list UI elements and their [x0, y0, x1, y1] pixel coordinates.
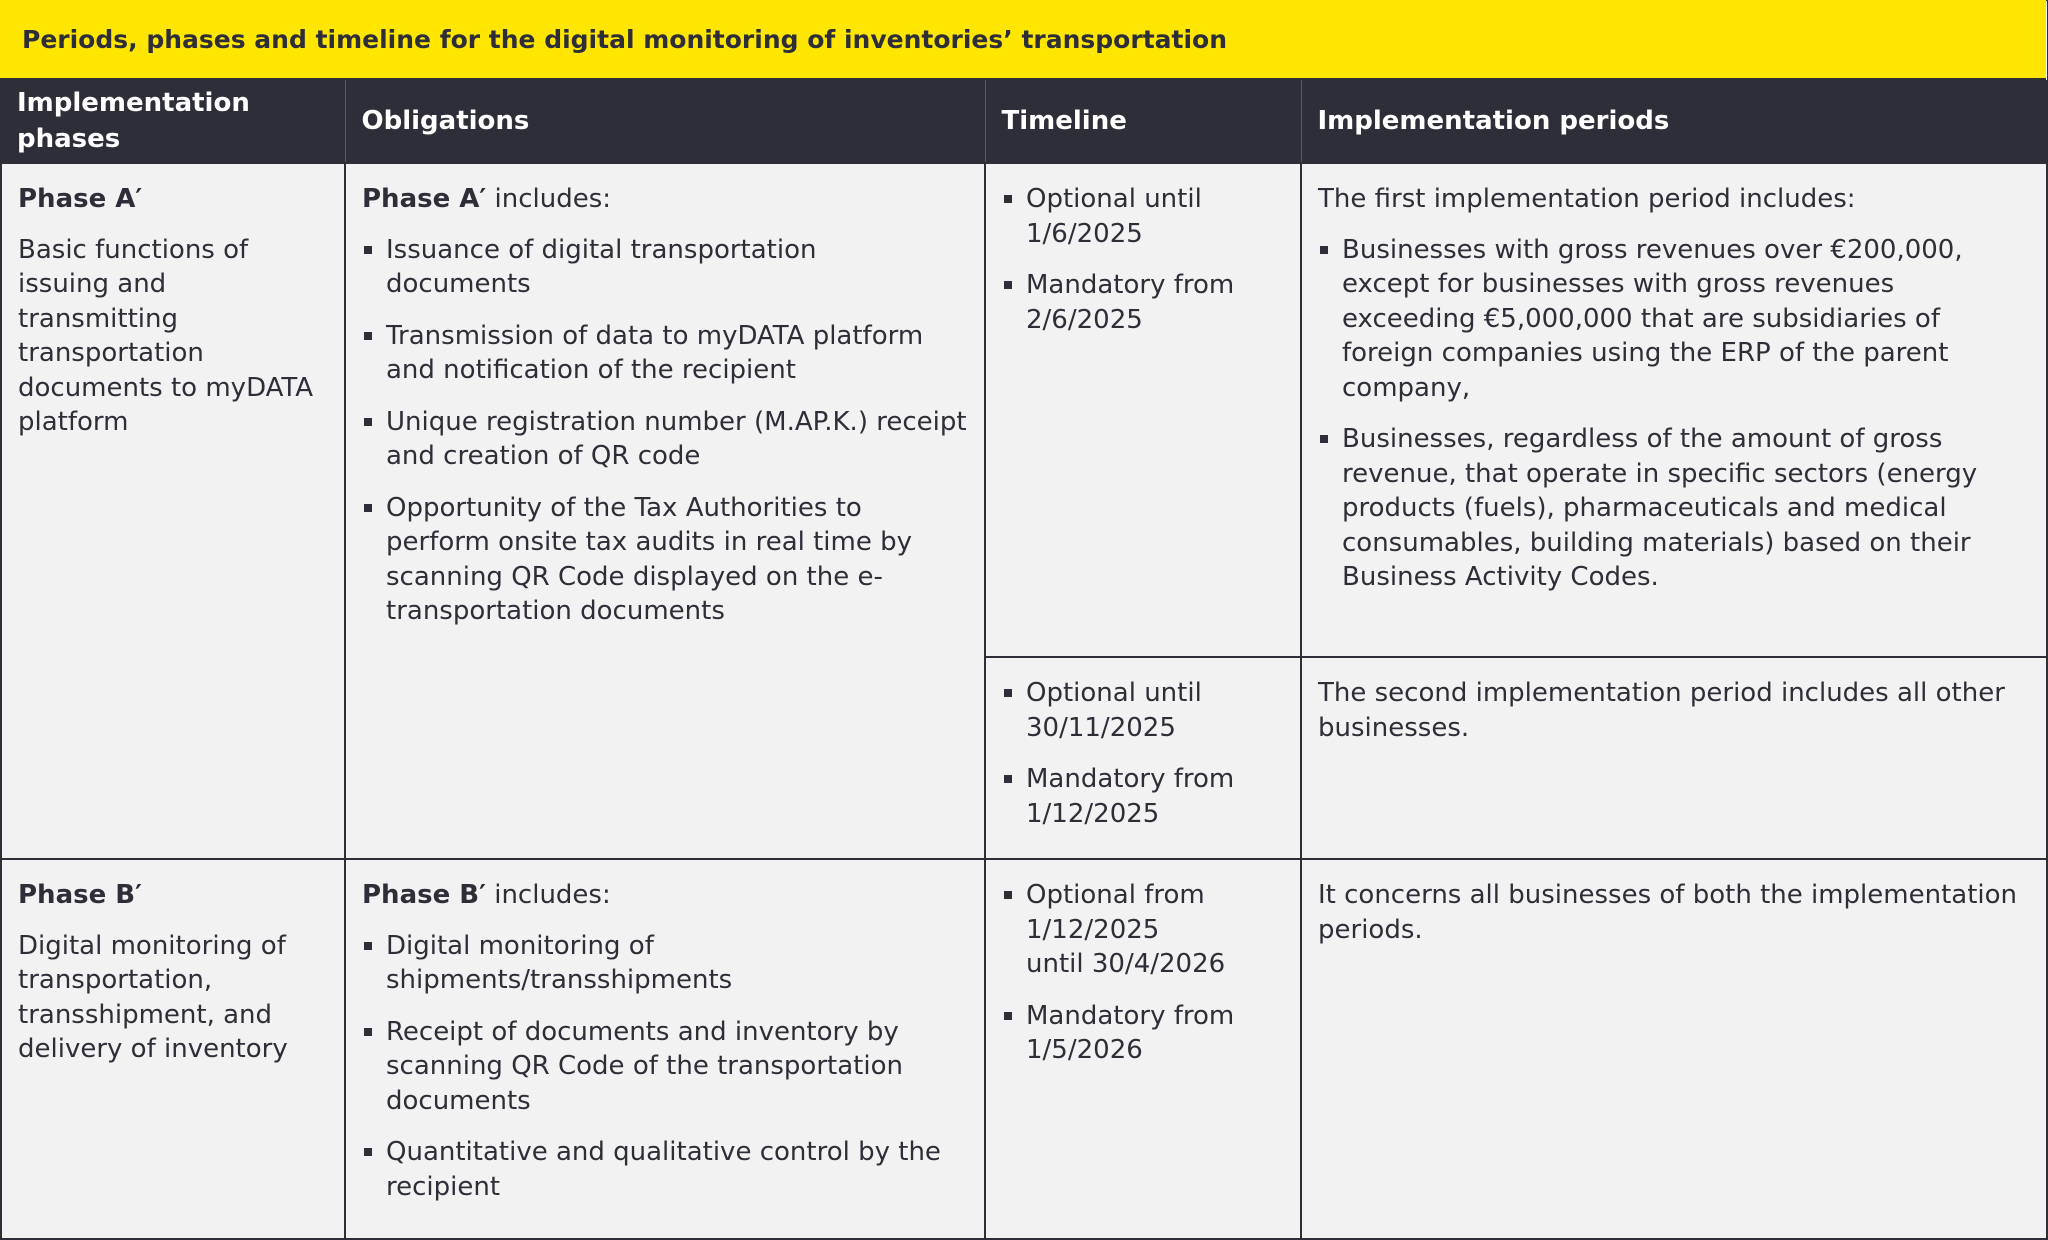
- period2-timeline-list: [1002, 676, 1284, 831]
- square-bullet-icon: [1004, 775, 1012, 783]
- list-item: [1318, 233, 2030, 406]
- table-row: [1, 163, 2047, 657]
- phase-b-timeline-list: [1002, 878, 1284, 1068]
- phase-a-description: Basic functions of issuing and transmitting transportation documents to myDATA platform: [18, 234, 314, 437]
- period1-intro: The first implementation period includes:: [1318, 184, 1856, 214]
- phase-b-description: Digital monitoring of transportation, transshipment, and delivery of inventory: [18, 930, 288, 1064]
- period1-cell: [1301, 163, 2047, 657]
- phase-b-periods-cell: [1301, 859, 2047, 1239]
- list-item-text: Quantitative and qualitative control by the recipient: [386, 1137, 941, 1202]
- square-bullet-icon: [364, 504, 372, 512]
- square-bullet-icon: [1004, 891, 1012, 899]
- square-bullet-icon: [364, 246, 372, 254]
- period2-timeline-cell: [985, 657, 1301, 859]
- phase-b-obligations-lead: Phase B′: [362, 880, 486, 910]
- list-item: [1002, 182, 1284, 251]
- phase-a-obligations-list: [362, 233, 968, 629]
- header-timeline-label: Timeline: [1001, 106, 1127, 136]
- timeline-label: Mandatory from: [1026, 270, 1235, 300]
- list-item: [362, 233, 968, 302]
- square-bullet-icon: [1320, 246, 1328, 254]
- period2-text: The second implementation period includes all other businesses.: [1318, 678, 2005, 743]
- header-timeline: [985, 80, 1301, 163]
- list-item-text: Unique registration number (M.AP.K.) receipt and creation of QR code: [386, 406, 967, 471]
- phase-b-obligations-cell: [345, 859, 985, 1239]
- header-phases: [1, 80, 345, 163]
- list-item: [362, 491, 968, 629]
- phase-b-cell: [1, 859, 345, 1239]
- header-obligations-label: Obligations: [361, 106, 530, 136]
- square-bullet-icon: [364, 332, 372, 340]
- square-bullet-icon: [364, 1028, 372, 1036]
- list-item: [362, 405, 968, 474]
- header-periods: [1301, 80, 2047, 163]
- header-phases-label: Implementation phases: [17, 88, 250, 154]
- phase-b-name: Phase B′: [18, 880, 142, 910]
- timeline-label: Optional until: [1026, 184, 1202, 214]
- phase-b-obligations-list: [362, 929, 968, 1205]
- table-row: [1, 859, 2047, 1239]
- timeline-date: 2/6/2025: [1026, 304, 1143, 335]
- list-item: [1002, 999, 1284, 1068]
- list-item-text: Receipt of documents and inventory by scanning QR Code of the transportation documents: [386, 1016, 903, 1116]
- square-bullet-icon: [364, 418, 372, 426]
- period1-timeline-list: [1002, 182, 1284, 337]
- square-bullet-icon: [1004, 1012, 1012, 1020]
- timeline-date: 1/5/2026: [1026, 1035, 1143, 1065]
- list-item: [362, 1015, 968, 1119]
- square-bullet-icon: [1004, 281, 1012, 289]
- phase-a-obligations-cell: [345, 163, 985, 859]
- list-item: [1002, 268, 1284, 337]
- list-item-text: Opportunity of the Tax Authorities to perform onsite tax audits in real time by scanning QR Code displayed on the e-transportation documents: [386, 492, 913, 626]
- list-item: [362, 1135, 968, 1204]
- header-obligations: [345, 80, 985, 163]
- phase-b-obligations-heading: [362, 878, 968, 913]
- timeline-date: 1/6/2025: [1026, 218, 1143, 249]
- list-item-text: Businesses, regardless of the amount of gross revenue, that operate in specific sectors (energy products (fuels), pharmaceuticals and medical consumables, building materials) based on their Business Activity Codes.: [1342, 424, 1978, 592]
- header-row: [1, 80, 2047, 163]
- list-item: [1002, 878, 1284, 982]
- phase-a-obligations-lead: Phase A′: [362, 184, 487, 214]
- phase-a-cell: [1, 163, 345, 859]
- timeline-label: Optional from: [1026, 880, 1205, 910]
- phases-table: [0, 80, 2048, 1240]
- square-bullet-icon: [1320, 435, 1328, 443]
- list-item: [1002, 676, 1284, 745]
- list-item-text: Transmission of data to myDATA platform and notification of the recipient: [386, 320, 924, 385]
- list-item-text: Issuance of digital transportation documents: [386, 234, 817, 299]
- phase-a-obligations-suffix: includes:: [486, 184, 612, 214]
- phase-a-obligations-heading: [362, 182, 968, 217]
- list-item: [1002, 762, 1284, 831]
- phase-a-name: Phase A′: [18, 184, 143, 214]
- timeline-date: 1/12/2025: [1026, 798, 1160, 829]
- timeline-date: 1/12/2025: [1026, 914, 1160, 945]
- square-bullet-icon: [364, 1148, 372, 1156]
- list-item: [362, 929, 968, 998]
- square-bullet-icon: [1004, 689, 1012, 697]
- list-item: [1318, 422, 2030, 595]
- timeline-label: Mandatory from: [1026, 1000, 1235, 1031]
- period1-list: [1318, 233, 2030, 595]
- list-item-text: Businesses with gross revenues over €200,000, except for businesses with gross revenues exceeding €5,000,000 that are subsidiaries of foreign companies using the ERP of the parent company,: [1342, 234, 1963, 403]
- period1-timeline-cell: [985, 163, 1301, 657]
- header-periods-label: Implementation periods: [1317, 106, 1670, 136]
- timeline-date: 30/11/2025: [1026, 712, 1176, 743]
- square-bullet-icon: [1004, 195, 1012, 203]
- phase-b-obligations-suffix: includes:: [485, 880, 611, 910]
- timeline-date: until 30/4/2026: [1026, 949, 1226, 979]
- list-item: [362, 319, 968, 388]
- period2-cell: [1301, 657, 2047, 859]
- timeline-label: Optional until: [1026, 678, 1202, 708]
- table-title: Periods, phases and timeline for the digital monitoring of inventories’ transportation: [0, 0, 2046, 80]
- timeline-label: Mandatory from: [1026, 764, 1235, 794]
- square-bullet-icon: [364, 942, 372, 950]
- list-item-text: Digital monitoring of shipments/transshipments: [386, 930, 733, 995]
- phase-b-periods-text: It concerns all businesses of both the implementation periods.: [1318, 880, 2018, 945]
- phase-b-timeline-cell: [985, 859, 1301, 1239]
